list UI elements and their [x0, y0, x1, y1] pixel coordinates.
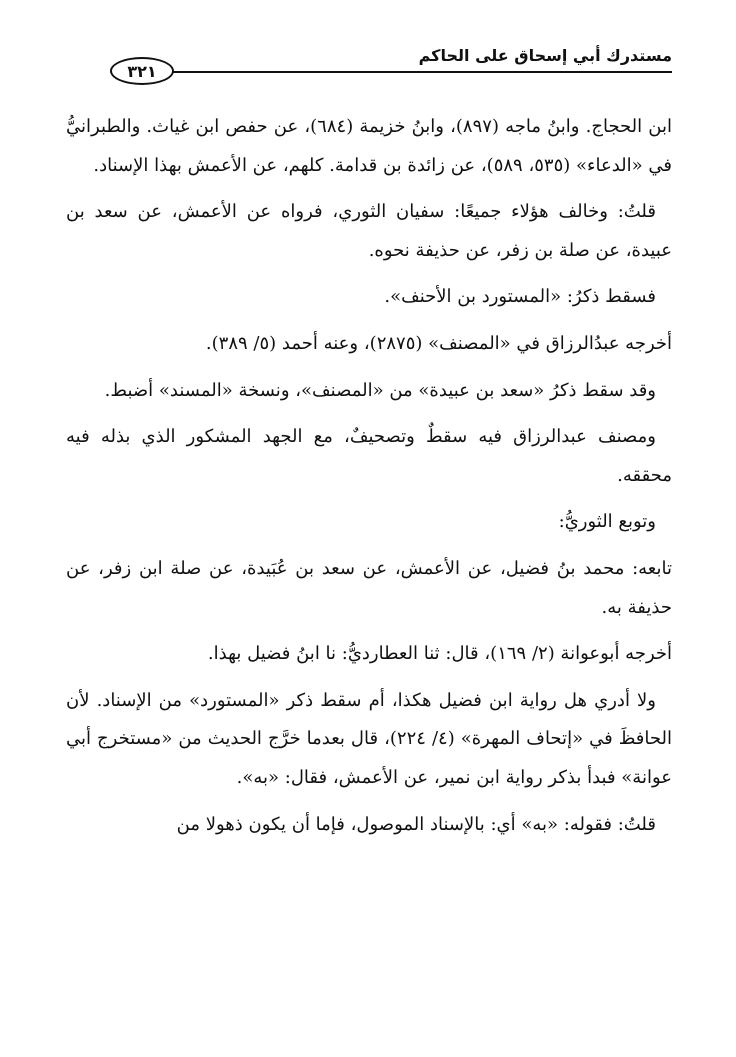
paragraph: تابعه: محمد بنُ فضيل، عن الأعمش، عن سعد بن عُبَيدة، عن صلة ابن زفر، عن حذيفة به.: [66, 557, 672, 618]
paragraph: ولا أدري هل رواية ابن فضيل هكذا، أم سقط ذكر «المستورد» من الإسناد. لأن الحافظَ في «إتحاف المهرة» (٤/ ٢٢٤)، قال بعدما خرَّج الحديث من «مستخرج أبي عوانة» فبدأ بذكر رواية ابن نمير، عن الأعمش، فقال: «به».: [66, 689, 672, 788]
paragraph: أخرجه عبدُالرزاق في «المصنف» (٢٨٧٥)، وعنه أحمد (٥/ ٣٨٩).: [205, 332, 672, 354]
paragraph: أخرجه أبوعوانة (٢/ ١٦٩)، قال: ثنا العطارديُّ: نا ابنُ فضيل بهذا.: [207, 643, 672, 665]
page-header: [66, 40, 672, 90]
paragraph: قلتُ: فقوله: «به» أي: بالإسناد الموصول، فإما أن يكون ذهولا من: [176, 813, 656, 835]
paragraph: قلتُ: وخالف هؤلاء جميعًا: سفيان الثوري، فرواه عن الأعمش، عن سعد بن عبيدة، عن صلة بن زفر، عن حذيفة نحوه.: [66, 201, 672, 261]
running-title: مستدرك أبي إسحاق على الحاكم: [418, 46, 672, 65]
paragraph: وقد سقط ذكرُ «سعد بن عبيدة» من «المصنف»، ونسخة «المسند» أضبط.: [104, 379, 656, 401]
paragraph: ومصنف عبدالرزاق فيه سقطٌ وتصحيفٌ، مع الجهد المشكور الذي بذله فيه محققه.: [66, 426, 672, 486]
paragraph: فسقط ذكرُ: «المستورد بن الأحنف».: [384, 286, 656, 308]
body-text: [66, 108, 672, 852]
header-rule: [166, 71, 672, 73]
page-number: ٣٢١: [110, 57, 174, 85]
paragraph: وتوبع الثوريُّ:: [558, 511, 656, 533]
paragraph: ابن الحجاج. وابنُ ماجه (٨٩٧)، وابنُ خزيمة (٦٨٤)، عن حفص ابن غياث. والطبرانيُّ في «الدعاء» (٥٣٥، ٥٨٩)، عن زائدة بن قدامة. كلهم، عن الأعمش بهذا الإسناد.: [66, 116, 672, 176]
